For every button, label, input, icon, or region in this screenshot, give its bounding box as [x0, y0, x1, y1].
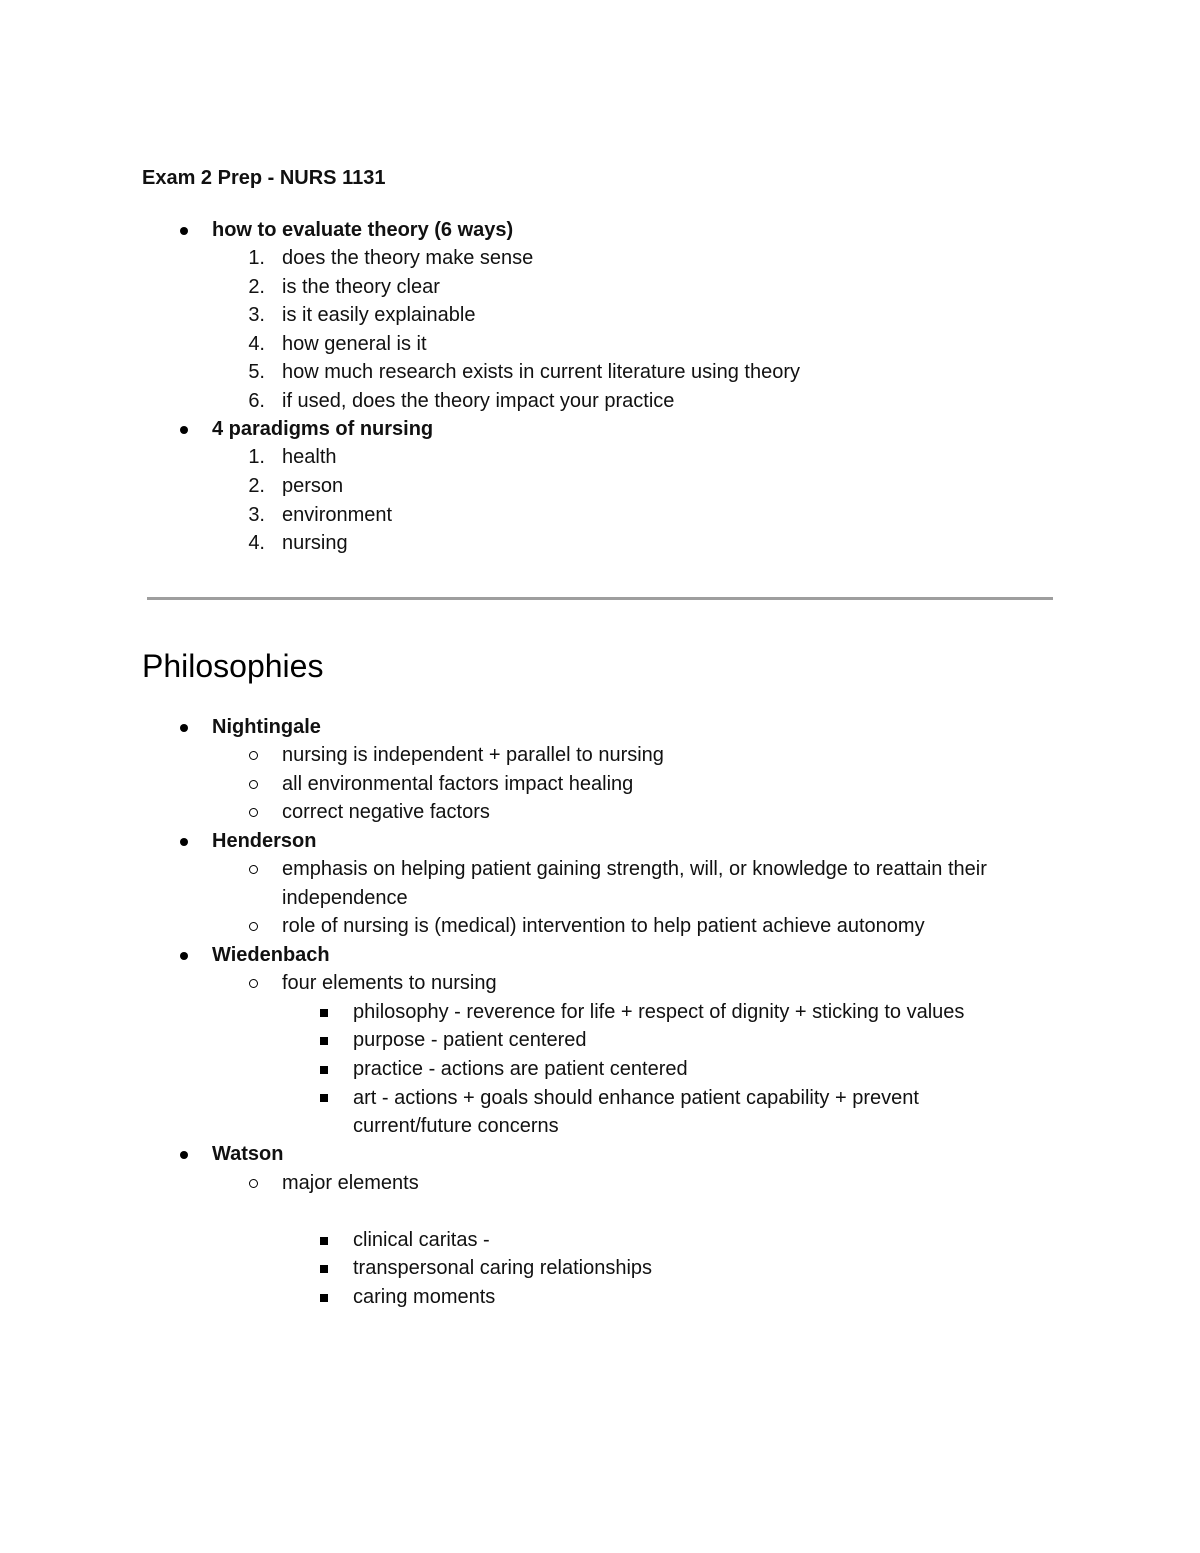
square-bullet-icon — [320, 1265, 328, 1273]
nightingale-heading: Nightingale — [212, 716, 321, 738]
henderson-heading: Henderson — [212, 830, 317, 852]
hollow-bullet-icon — [249, 922, 258, 931]
list-item: philosophy - reverence for life + respect of dignity + sticking to values — [353, 1001, 965, 1023]
list-item-continuation: independence — [282, 887, 408, 909]
watson-heading: Watson — [212, 1143, 284, 1165]
square-bullet-icon — [320, 1294, 328, 1302]
list-number: 4. — [248, 532, 265, 554]
list-item-continuation: current/future concerns — [353, 1115, 559, 1137]
list-item: is the theory clear — [282, 276, 440, 298]
square-bullet-icon — [320, 1009, 328, 1017]
hollow-bullet-icon — [249, 865, 258, 874]
square-bullet-icon — [320, 1237, 328, 1245]
list-item: how much research exists in current literature using theory — [282, 361, 801, 383]
list-item: major elements — [282, 1172, 419, 1194]
list-number: 1. — [248, 247, 265, 269]
bullet-icon — [180, 227, 188, 235]
list-item: is it easily explainable — [282, 304, 476, 326]
hollow-bullet-icon — [249, 979, 258, 988]
list-item: if used, does the theory impact your practice — [282, 390, 675, 412]
list-item: nursing is independent + parallel to nursing — [282, 744, 664, 766]
square-bullet-icon — [320, 1094, 328, 1102]
document-title: Exam 2 Prep - NURS 1131 — [142, 167, 386, 189]
bullet-icon — [180, 724, 188, 732]
bullet-icon — [180, 426, 188, 434]
paradigms-heading: 4 paradigms of nursing — [212, 418, 434, 440]
list-number: 3. — [248, 304, 265, 326]
bullet-icon — [180, 1151, 188, 1159]
list-item: all environmental factors impact healing — [282, 773, 634, 795]
list-item: transpersonal caring relationships — [353, 1257, 653, 1279]
evaluate-heading: how to evaluate theory (6 ways) — [212, 219, 514, 241]
hollow-bullet-icon — [249, 1179, 258, 1188]
list-item: clinical caritas - — [353, 1229, 490, 1251]
list-item: purpose - patient centered — [353, 1029, 587, 1051]
list-item: practice - actions are patient centered — [353, 1058, 688, 1080]
list-number: 6. — [248, 390, 265, 412]
list-number: 4. — [248, 333, 265, 355]
list-item: emphasis on helping patient gaining strength, will, or knowledge to reattain their — [282, 858, 987, 880]
list-item: correct negative factors — [282, 801, 490, 823]
square-bullet-icon — [320, 1037, 328, 1045]
list-item: health — [282, 446, 337, 468]
list-item: art - actions + goals should enhance patient capability + prevent — [353, 1087, 919, 1109]
list-number: 1. — [248, 446, 265, 468]
list-item: person — [282, 475, 344, 497]
list-item: caring moments — [353, 1286, 496, 1308]
list-item: role of nursing is (medical) intervention to help patient achieve autonomy — [282, 915, 925, 937]
wiedenbach-heading: Wiedenbach — [212, 944, 330, 966]
horizontal-divider — [147, 597, 1053, 600]
list-number: 2. — [248, 475, 265, 497]
hollow-bullet-icon — [249, 780, 258, 789]
list-item: does the theory make sense — [282, 247, 534, 269]
bullet-icon — [180, 838, 188, 846]
hollow-bullet-icon — [249, 751, 258, 760]
list-item: four elements to nursing — [282, 972, 497, 994]
list-number: 2. — [248, 276, 265, 298]
list-item: nursing — [282, 532, 348, 554]
list-number: 5. — [248, 361, 265, 383]
hollow-bullet-icon — [249, 808, 258, 817]
philosophies-heading: Philosophies — [142, 648, 324, 684]
list-item: environment — [282, 504, 393, 526]
bullet-icon — [180, 952, 188, 960]
square-bullet-icon — [320, 1066, 328, 1074]
list-number: 3. — [248, 504, 265, 526]
list-item: how general is it — [282, 333, 427, 355]
